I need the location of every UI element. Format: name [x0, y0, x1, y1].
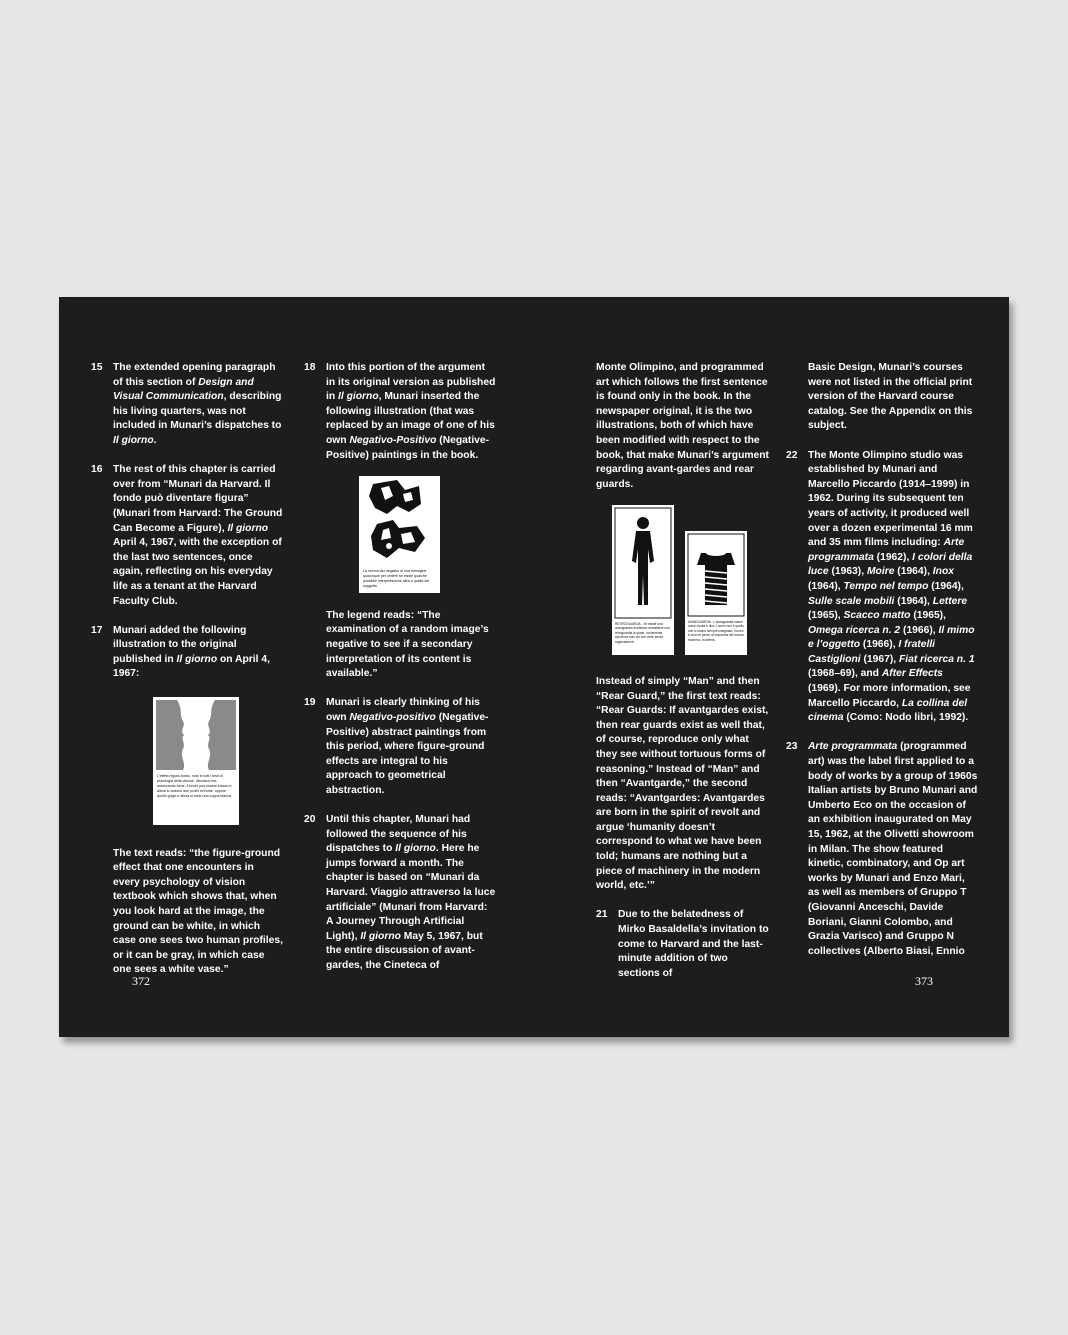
note-text: Munari added the following illustration to the original published in Il giorno on April 4, 1967: [113, 624, 270, 680]
endnote-21 [596, 908, 772, 981]
note-number: 17 [91, 624, 103, 636]
endnote-23 [786, 740, 978, 959]
page-number-right: 373 [915, 974, 933, 988]
endnote-18 [304, 361, 496, 463]
legend-paragraph: The legend reads: “The examination of a random image’s negative to see if a secondary interpretation of its content is available.” [326, 609, 489, 680]
note-number: 15 [91, 362, 103, 373]
note-text: Due to the belatedness of Mirko Basaldella’s invitation to come to Harvard and the last-minute addition of two sections of [618, 909, 769, 979]
negative-image-illustration [359, 476, 440, 593]
text-reads-paragraph: The text reads: “the figure-ground effect that one encounters in every psychology of vision textbook which shows that, when you look hard at the image, the ground can be white, in which case one sees two human profiles, or it can be gray, in which case one sees a white vase.” [113, 847, 283, 976]
endnote-20 [304, 813, 496, 974]
endnote-17 [91, 624, 283, 682]
endnote-15 [91, 361, 283, 449]
note-text: Munari is clearly thinking of his own Negativo-positivo (Negative-Positive) abstract paintings from this period, where figure-ground effects are integral to his approach to geometrical abstraction. [326, 697, 489, 796]
column-2 [304, 361, 496, 988]
avant-garde-illustrations [596, 505, 772, 663]
rear-guard-illustration [612, 505, 674, 655]
note-number: 18 [304, 362, 316, 373]
text-reads-paragraph: Instead of simply “Man” and then “Rear Guard,” the first text reads: “Rear Guards: If avantgardes exist, then rear guards exist as well that, of course, reproduce only what they see without tortuous forms of reasoning.” Instead of “Man” and then “Avantgarde,” the second reads: “Avantgardes: Avantgardes are born in the spirit of revolt and argue ‘humanity doesn’t correspond to what we have been told; humans are nothing but a piece of machinery in the modern world, etc.’” [596, 675, 769, 892]
column-1 [91, 361, 283, 993]
note-text: Into this portion of the argument in its original version as published in Il giorno, Munari inserted the following illustration (that was replaced by an image of one of his own Negativo-Positivo (Negative-Positive) paintings in the book. [326, 362, 496, 461]
note-text: The Monte Olimpino studio was established by Munari and Marcello Piccardo (1914–1999) in 1962. During its subsequent ten years of activity, it produced well over a dozen experimental 16 mm and 35 mm films including: Arte programmata (1962), I colori della luce (1963), Moire (1964), Inox (1964), Tempo nel tempo (1964), Sulle scale mobili (1964), Lettere (1965), Scacco matto (1965), Omega ricerca n. 2 (1966), Il mimo e l’oggetto (1966), I fratelli Castiglioni (1967), Fiat ricerca n. 1 (1968–69), and After Effects (1969). For more information, see Marcello Piccardo, La collina del cinema (Como: Nodo libri, 1992). [808, 449, 975, 724]
note-number: 16 [91, 464, 103, 476]
figure-caption: La ricerca del negativo di una immagine qualunque per vedere se esiste qualche possibile interpretazione altra a quella del soggetto. [363, 568, 430, 588]
continued-paragraph: Monte Olimpino, and programmed art which follows the first sentence is found only in the book. In the newspaper original, it is the two illustrations, both of which have been modified with respect to the book, that make Munari’s argument regarding avant-gardes and rear guards. [596, 362, 769, 490]
continued-paragraph: Basic Design, Munari’s courses were not listed in the official print version of the Harvard course catalog. See the Appendix on this subject. [808, 362, 973, 432]
note-number: 20 [304, 814, 316, 826]
figure-caption: RETROGUARDIA - Se esiste una avanguardia dobbiamo ammettere una retroguardia la quale, ovviamente, riproduce solo ciò che vede senza ragionamenti. [615, 621, 670, 644]
note-text: The extended opening paragraph of this section of Design and Visual Communication, describing his living quarters, was not included in Munari’s dispatches to Il giorno. [113, 362, 282, 446]
figure-caption: L’effetto figura-fondo, noto in tutti i testi di psicologia della visione, dimostra che, osservando bene, il fondo può essere bianco e allora si vedono due profili di fronte, oppure quello grigio e allora si vede una coppa bianca. [157, 773, 232, 798]
page-number-left: 372 [132, 974, 150, 988]
avant-garde-illustration [685, 531, 747, 655]
endnote-22 [786, 449, 978, 726]
note-number: 21 [596, 909, 608, 921]
figure-ground-vase-illustration [153, 697, 239, 825]
note-text: The rest of this chapter is carried over from “Munari da Harvard. Il fondo può diventare figura” (Munari from Harvard: The Ground Can Become a Figure), Il giorno April 4, 1967, with the exception of the last two sentences, once again, reflecting on his everyday life as a tenant at the Harvard Faculty Club. [113, 464, 283, 607]
note-number: 22 [786, 449, 798, 461]
bolt-nut-image [685, 531, 747, 619]
note-text: Until this chapter, Munari had followed the sequence of his dispatches to Il giorno. Here he jumps forward a month. The chapter is based on “Munari da Harvard. Viaggio attraverso la luce artificiale” (Munari from Harvard: A Journey Through Artificial Light), Il giorno May 5, 1967, but the entire discussion of avant-gardes, the Cineteca of [326, 814, 496, 971]
book-spread [59, 297, 1009, 1037]
vase-profiles-image [153, 697, 239, 773]
negative-positive-image [359, 476, 440, 568]
human-figure-image [612, 505, 674, 621]
note-number: 19 [304, 697, 316, 709]
column-4 [786, 361, 978, 974]
note-text: Arte programmata (programmed art) was the label first applied to a body of works by a group of 1960s Italian artists by Bruno Munari and Umberto Eco on the occasion of an exhibition inaugurated on May 15, 1962, at the Olivetti showroom in Milan. The show featured kinetic, combinatory, and Op art works by Munari and Enzo Mari, as well as members of Gruppo T (Giovanni Anceschi, Davide Boriani, Gianni Colombo, and Grazia Varisco) and Gruppo N collectives (Alberto Biasi, Ennio [808, 741, 978, 957]
note-number: 23 [786, 741, 798, 753]
figure-caption: AVANGUARDIA - L’avanguardia nasce come rivolta e dice: l’uomo non è quello che ci hanno sempre insegnato, l’uomo è solo un pezzo di macchina del mondo moderno, eccetera. [688, 619, 744, 642]
endnote-16 [91, 463, 283, 609]
endnote-19 [304, 696, 496, 798]
column-3 [596, 361, 772, 996]
